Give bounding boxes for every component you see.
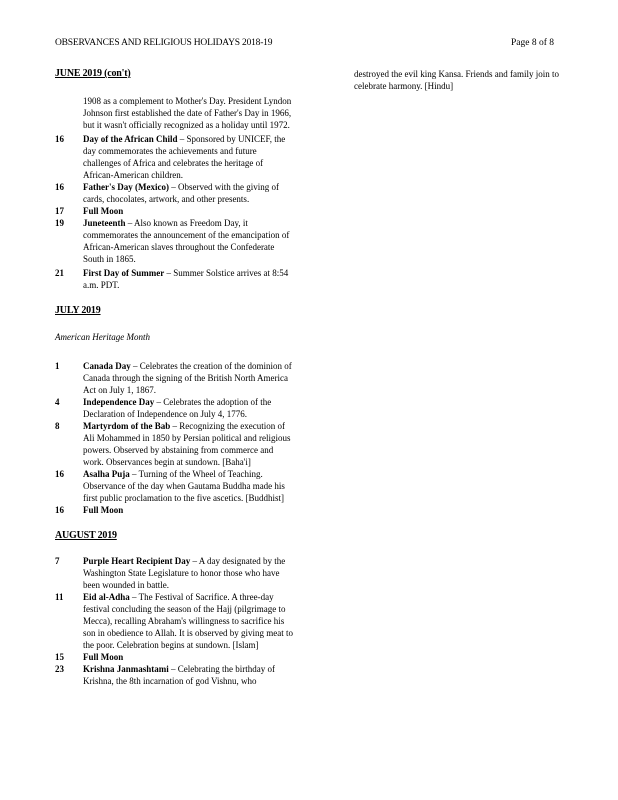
entry-desc: – Celebrates the adoption of the Declaration of Independence on July 4, 1776. — [83, 397, 272, 419]
entry-day: 11 — [55, 592, 64, 602]
entry-desc: – Summer Solstice arrives at 8:54 a.m. PDT. — [83, 268, 289, 290]
entry-title: Independence Day — [83, 397, 155, 407]
list-item — [55, 651, 295, 663]
list-item — [55, 217, 295, 265]
entry-title: Krishna Janmashtami — [83, 664, 169, 674]
entry-day: 1 — [55, 361, 60, 371]
entry-title: Asalha Puja — [83, 469, 130, 479]
list-item — [55, 504, 295, 516]
entry-desc: – Observed with the giving of cards, chocolates, artwork, and other presents. — [83, 182, 279, 204]
list-item — [55, 663, 295, 687]
left-column — [55, 68, 295, 687]
list-item — [55, 181, 295, 205]
entry-day: 21 — [55, 268, 64, 278]
entry-desc: – The Festival of Sacrifice. A three-day festival concluding the season of the Hajj (pilgrimage to Mecca), recalling Abraham's willingness to sacrifice his son in obedience to Allah. It is observed by giving meat to the poor. Celebration begins at sundown. [Islam] — [83, 592, 293, 650]
entry-title: First Day of Summer — [83, 268, 165, 278]
entry-day: 4 — [55, 397, 60, 407]
entry-title: Day of the African Child — [83, 134, 178, 144]
entry-day: 16 — [55, 134, 64, 144]
month-heading-july: JULY 2019 — [55, 305, 101, 316]
list-item — [55, 468, 295, 504]
list-item — [55, 267, 295, 291]
page-number: Page 8 of 8 — [510, 38, 554, 48]
header-title: OBSERVANCES AND RELIGIOUS HOLIDAYS 2018-19 — [55, 38, 273, 48]
right-column — [354, 68, 559, 92]
list-item — [55, 555, 295, 591]
list-item — [55, 420, 295, 468]
entry-title: Full Moon — [83, 505, 124, 515]
entry-title: Full Moon — [83, 652, 124, 662]
entry-title: Juneteenth — [83, 218, 126, 228]
entry-desc: – Also known as Freedom Day, it commemorates the announcement of the emancipation of African-American slaves throughout the Confederate South in 1865. — [83, 218, 290, 264]
entry-day: 15 — [55, 652, 64, 662]
entry-day: 16 — [55, 182, 64, 192]
entry-day: 16 — [55, 469, 64, 479]
month-heading-june: JUNE 2019 (con't) — [55, 68, 131, 79]
entry-desc: – Sponsored by UNICEF, the day commemorates the achievements and future challenges of Africa and celebrates the heritage of African-American children. — [83, 134, 286, 180]
entry-title: Full Moon — [83, 206, 124, 216]
entry-desc: – Celebrating the birthday of Krishna, the 8th incarnation of god Vishnu, who — [83, 664, 275, 686]
june-continuation: 1908 as a complement to Mother's Day. President Lyndon Johnson first established the date of Father's Day in 1966, but it wasn't officially recognized as a holiday until 1972. — [83, 96, 292, 130]
list-item — [55, 360, 295, 396]
entry-title: Eid al-Adha — [83, 592, 130, 602]
entry-desc: – Recognizing the execution of Ali Mohammed in 1850 by Persian political and religious powers. Observed by abstaining from commerce and work. Observances begin at sundown. [Baha'i] — [83, 421, 291, 467]
krishna-continuation: destroyed the evil king Kansa. Friends and family join to celebrate harmony. [Hindu] — [354, 69, 559, 91]
entry-day: 19 — [55, 218, 64, 228]
entry-desc: – Turning of the Wheel of Teaching. Observance of the day when Gautama Buddha made his first public proclamation to the five ascetics. [Buddhist] — [83, 469, 285, 503]
entry-day: 16 — [55, 505, 64, 515]
list-item — [55, 591, 295, 651]
entry-title: Canada Day — [83, 361, 131, 371]
month-heading-august: AUGUST 2019 — [55, 530, 117, 541]
entry-day: 7 — [55, 556, 60, 566]
list-item — [55, 205, 295, 217]
entry-title: Purple Heart Recipient Day — [83, 556, 191, 566]
entry-title: Martyrdom of the Bab — [83, 421, 171, 431]
list-item — [55, 396, 295, 420]
month-subtitle: American Heritage Month — [55, 332, 150, 342]
entry-title: Father's Day (Mexico) — [83, 182, 169, 192]
entry-day: 8 — [55, 421, 60, 431]
list-item — [55, 133, 295, 181]
entry-desc: – Celebrates the creation of the dominion of Canada through the signing of the British North America Act on July 1, 1867. — [83, 361, 292, 395]
entry-day: 17 — [55, 206, 64, 216]
entry-desc: – A day designated by the Washington State Legislature to honor those who have been wounded in battle. — [83, 556, 286, 590]
entry-day: 23 — [55, 664, 64, 674]
